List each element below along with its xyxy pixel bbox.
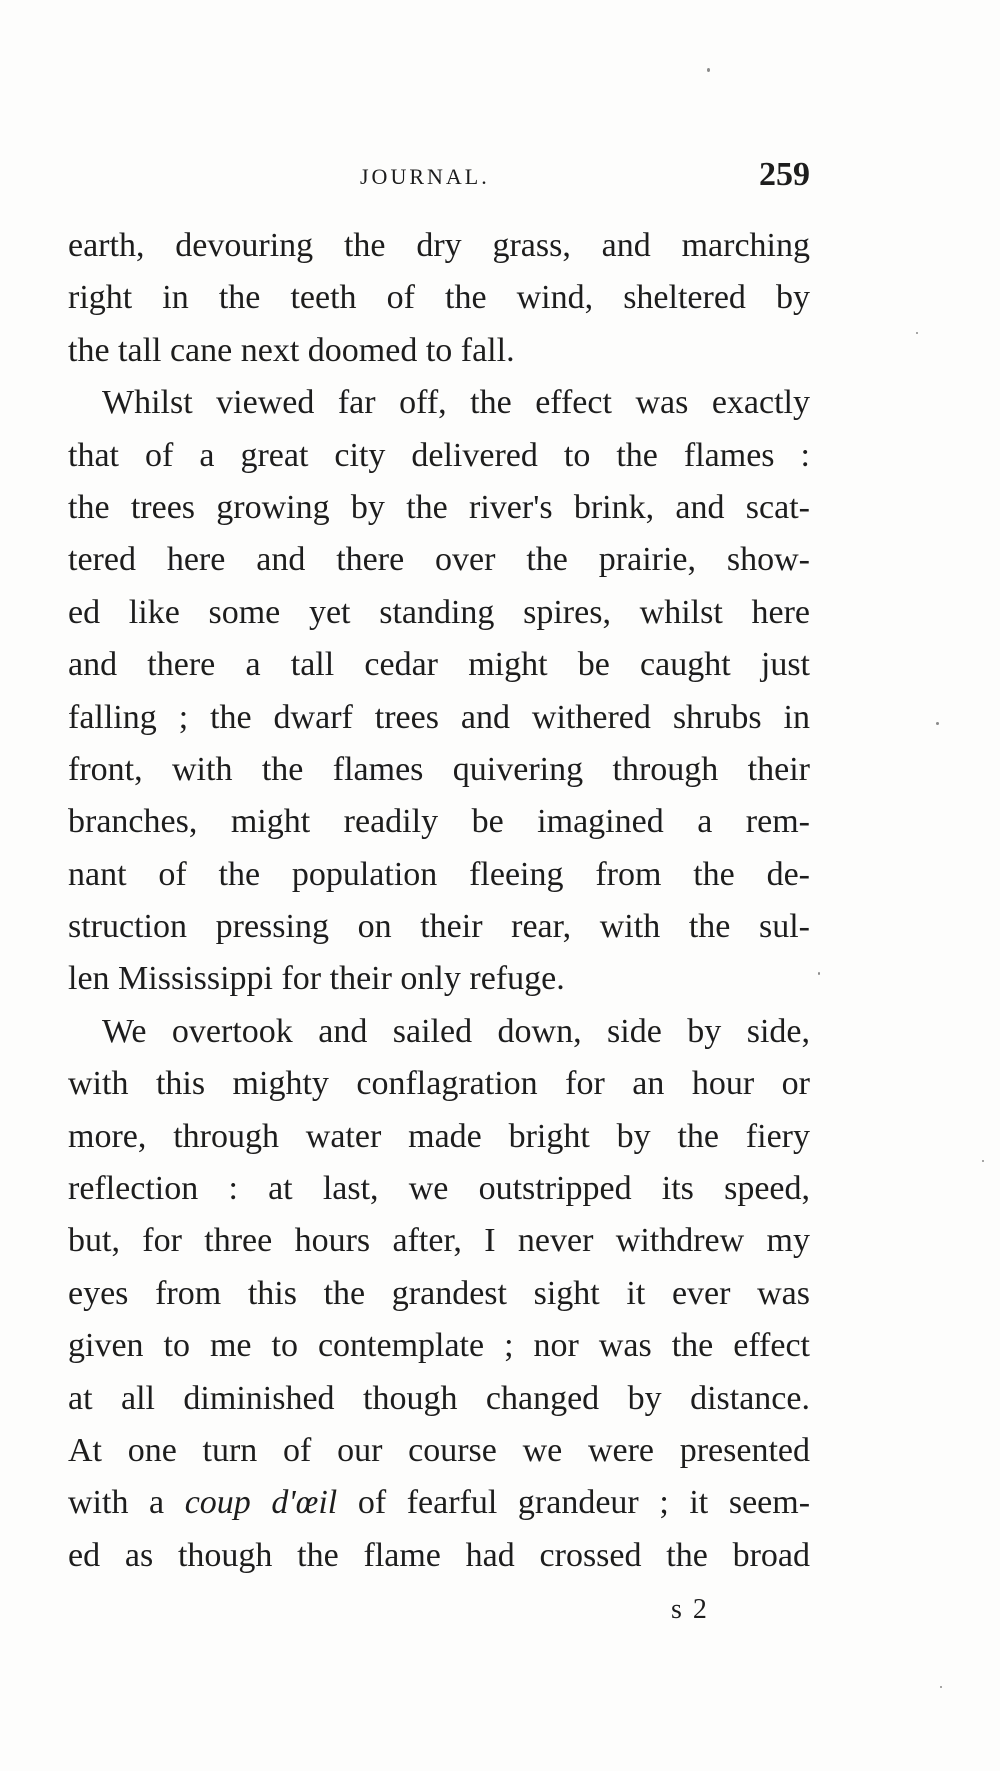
text-line: At one turn of our course we were presented [68, 1431, 810, 1469]
scan-speck [707, 68, 710, 72]
text-line: ed like some yet standing spires, whilst here [68, 593, 810, 631]
paragraph-3 [68, 1006, 810, 1582]
running-title: JOURNAL. [360, 164, 490, 189]
text-line: and there a tall cedar might be caught just [68, 646, 810, 684]
scan-speck [936, 722, 939, 725]
signature-mark: s 2 [671, 1594, 709, 1625]
text-line: that of a great city delivered to the flames : [68, 436, 810, 474]
text-line: given to me to contemplate ; nor was the effect [68, 1327, 810, 1365]
text-line: with this mighty conflagration for an hour or [68, 1065, 810, 1103]
text-line: falling ; the dwarf trees and withered shrubs in [68, 698, 810, 736]
text-line: front, with the flames quivering through their [68, 750, 810, 788]
running-head [68, 156, 810, 200]
text-line: nant of the population fleeing from the de- [68, 855, 810, 893]
text-line: reflection : at last, we outstripped its speed, [68, 1170, 810, 1208]
paragraph-1 [68, 220, 810, 377]
text-line: with a coup d'œil of fearful grandeur ; it seem- [68, 1484, 811, 1522]
text-line: right in the teeth of the wind, sheltered by [68, 279, 810, 317]
body-text [68, 220, 810, 1582]
scan-speck [982, 1160, 984, 1162]
text-line: Whilst viewed far off, the effect was exactly [102, 384, 810, 422]
text-line: We overtook and sailed down, side by side, [102, 1012, 810, 1050]
text-line: len Mississippi for their only refuge. [68, 960, 565, 998]
text-line: eyes from this the grandest sight it ever was [68, 1274, 810, 1312]
text-line: struction pressing on their rear, with the sul- [68, 908, 810, 946]
paragraph-2 [68, 377, 810, 1006]
text-line: the trees growing by the river's brink, and scat- [68, 488, 810, 526]
text-line: tered here and there over the prairie, show- [68, 541, 810, 579]
text-line: more, through water made bright by the fiery [68, 1117, 810, 1155]
text-line: ed as though the flame had crossed the broad [68, 1536, 810, 1574]
page-number: 259 [759, 156, 810, 193]
italic-phrase: coup d'œil [184, 1484, 338, 1522]
text-line: but, for three hours after, I never withdrew my [68, 1222, 810, 1260]
text-line: at all diminished though changed by distance. [68, 1379, 810, 1417]
text-line: branches, might readily be imagined a rem- [68, 803, 810, 841]
scan-speck [818, 972, 820, 975]
scan-speck [916, 332, 918, 334]
scan-speck [940, 1686, 942, 1688]
text-line: the tall cane next doomed to fall. [68, 331, 515, 369]
text-line: earth, devouring the dry grass, and marching [68, 227, 810, 264]
